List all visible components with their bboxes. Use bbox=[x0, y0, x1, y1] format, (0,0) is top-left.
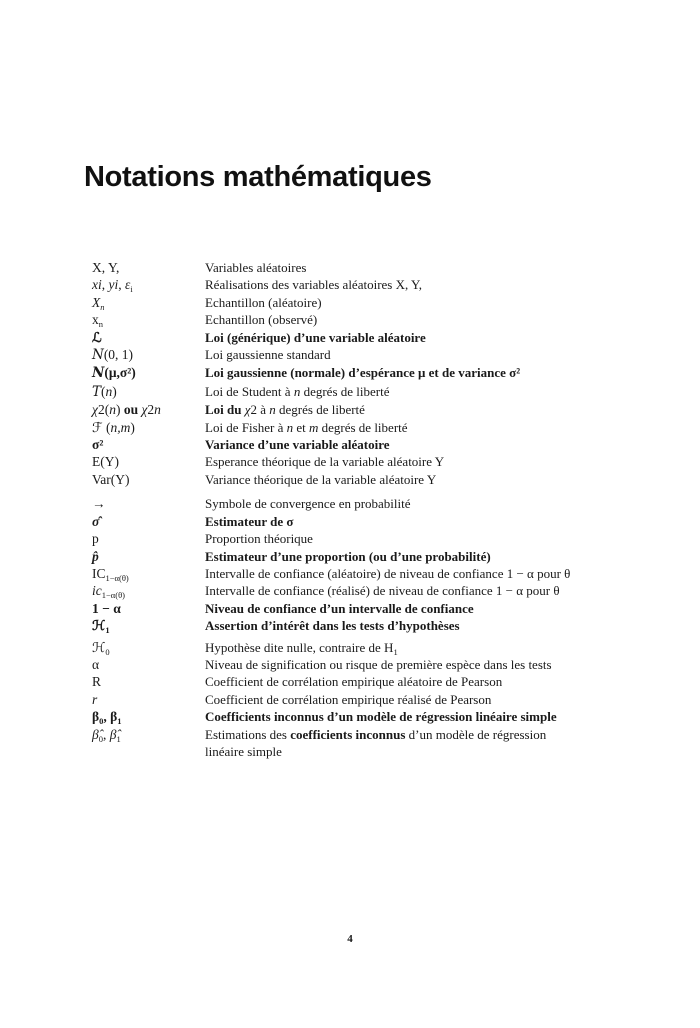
notation-symbol: N(0, 1) bbox=[92, 347, 134, 364]
notation-symbol: E(Y) bbox=[92, 454, 119, 470]
notation-row bbox=[92, 259, 682, 276]
notation-description: Coefficient de corrélation empirique aléatoire de Pearson bbox=[205, 674, 503, 690]
notation-row bbox=[92, 691, 682, 708]
notation-description: Réalisations des variables aléatoires X, Y, bbox=[205, 277, 422, 293]
notation-symbol: R bbox=[92, 674, 102, 690]
notation-symbol: $\beta_0$, $\beta_1$ bbox=[92, 709, 122, 727]
notation-description: Variance d’une variable aléatoire bbox=[205, 437, 390, 453]
notation-row bbox=[92, 294, 682, 311]
notation-symbol: 1 − α bbox=[92, 600, 121, 616]
notation-description: Coefficient de corrélation empirique réalisé de Pearson bbox=[205, 691, 492, 707]
notation-row bbox=[92, 656, 682, 673]
notation-row bbox=[92, 276, 682, 293]
notation-description: Estimateur d’une proportion (ou d’une probabilité) bbox=[205, 548, 491, 564]
notation-description: Loi (générique) d’une variable aléatoire bbox=[205, 329, 426, 345]
notation-row bbox=[92, 401, 682, 418]
notation-row bbox=[92, 495, 682, 512]
notation-symbol: X, Y, bbox=[92, 260, 120, 275]
notation-symbol: $ic_{1-\alpha(\theta)}$ bbox=[92, 583, 125, 601]
notation-symbol: ℋ$_1$ bbox=[92, 618, 110, 636]
notation-row bbox=[92, 548, 682, 565]
notation-description: Loi de Student à n degrés de liberté bbox=[205, 383, 390, 399]
notation-symbol: ℒ bbox=[92, 329, 102, 345]
notation-symbol: $IC_{1-\alpha(\theta)}$ bbox=[92, 565, 129, 583]
notation-row bbox=[92, 639, 682, 656]
notation-symbol: α bbox=[92, 656, 100, 672]
notation-row bbox=[92, 582, 682, 599]
notation-description: Niveau de confiance d’un intervalle de confiance bbox=[205, 600, 474, 616]
notation-symbol: T(n) bbox=[92, 383, 117, 400]
notation-description: Hypothèse dite nulle, contraire de $H_1$ bbox=[205, 639, 398, 657]
notation-symbol: r bbox=[92, 691, 98, 707]
notation-description: Estimations des coefficients inconnus d’un modèle de régression linéaire simple bbox=[205, 726, 547, 759]
notation-row bbox=[92, 436, 682, 453]
notation-description: Variables aléatoires bbox=[205, 260, 307, 275]
notation-description: Loi de Fisher à n et m degrés de liberté bbox=[205, 419, 408, 435]
notation-row bbox=[92, 726, 682, 761]
notation-row bbox=[92, 329, 682, 346]
notation-symbol: p̂ bbox=[92, 548, 99, 564]
notation-description: Echantillon (aléatoire) bbox=[205, 294, 322, 310]
notation-symbol: N(μ,σ²) bbox=[92, 365, 136, 382]
notation-description: Assertion d’intérêt dans les tests d’hypothèses bbox=[205, 618, 460, 634]
notation-description: Esperance théorique de la variable aléatoire Y bbox=[205, 454, 445, 470]
notation-row bbox=[92, 453, 682, 470]
notation-description: Niveau de signification ou risque de première espèce dans les tests bbox=[205, 656, 552, 672]
notation-description: Loi gaussienne standard bbox=[205, 347, 331, 363]
page-title: Notations mathématiques bbox=[84, 161, 432, 193]
notation-symbol: ℱ (n,m) bbox=[92, 419, 135, 435]
notation-row bbox=[92, 346, 682, 364]
notation-symbol: $\betâ_0$, $\betâ_1$ bbox=[92, 726, 121, 744]
notation-row bbox=[92, 530, 682, 547]
notation-row bbox=[92, 471, 682, 488]
notation-row bbox=[92, 311, 682, 328]
notation-symbol: σ̂ bbox=[92, 513, 100, 529]
notation-symbol: $x_n$ bbox=[92, 312, 103, 330]
notation-symbol: $X_n$ bbox=[92, 294, 105, 312]
notation-description: Estimateur de σ bbox=[205, 513, 294, 529]
notation-description: Echantillon (observé) bbox=[205, 312, 318, 328]
notation-row bbox=[92, 673, 682, 690]
notation-list bbox=[92, 259, 682, 760]
notation-row bbox=[92, 383, 682, 401]
notation-description: Intervalle de confiance (réalisé) de niveau de confiance 1 − α pour θ bbox=[205, 583, 560, 599]
notation-symbol: ℋ$_0$ bbox=[92, 639, 110, 657]
notation-row bbox=[92, 617, 682, 634]
notation-description: Proportion théorique bbox=[205, 531, 313, 547]
notation-row bbox=[92, 364, 682, 382]
notation-row bbox=[92, 565, 682, 582]
notation-symbol: → bbox=[92, 496, 106, 512]
notation-row bbox=[92, 419, 682, 436]
notation-symbol: p bbox=[92, 531, 99, 547]
notation-symbol: σ² bbox=[92, 437, 104, 453]
notation-description: Variance théorique de la variable aléatoire Y bbox=[205, 471, 437, 487]
notation-row bbox=[92, 600, 682, 617]
notation-description: Loi gaussienne (normale) d’espérance μ et de variance σ² bbox=[205, 365, 521, 381]
notation-description: Intervalle de confiance (aléatoire) de niveau de confiance 1 − α pour θ bbox=[205, 565, 571, 581]
notation-description: Symbole de convergence en probabilité bbox=[205, 496, 411, 512]
notation-row bbox=[92, 513, 682, 530]
notation-description: Loi du χ2 à n degrés de liberté bbox=[205, 402, 365, 418]
notation-symbol: xi, yi, $\varepsilon_i$ bbox=[92, 277, 133, 295]
notation-symbol: χ2(n) ou χ2n bbox=[92, 402, 161, 418]
notation-description: Coefficients inconnus d’un modèle de régression linéaire simple bbox=[205, 709, 557, 725]
notation-symbol: Var(Y) bbox=[92, 471, 130, 487]
notation-row bbox=[92, 708, 682, 725]
page-number: 4 bbox=[347, 933, 353, 945]
